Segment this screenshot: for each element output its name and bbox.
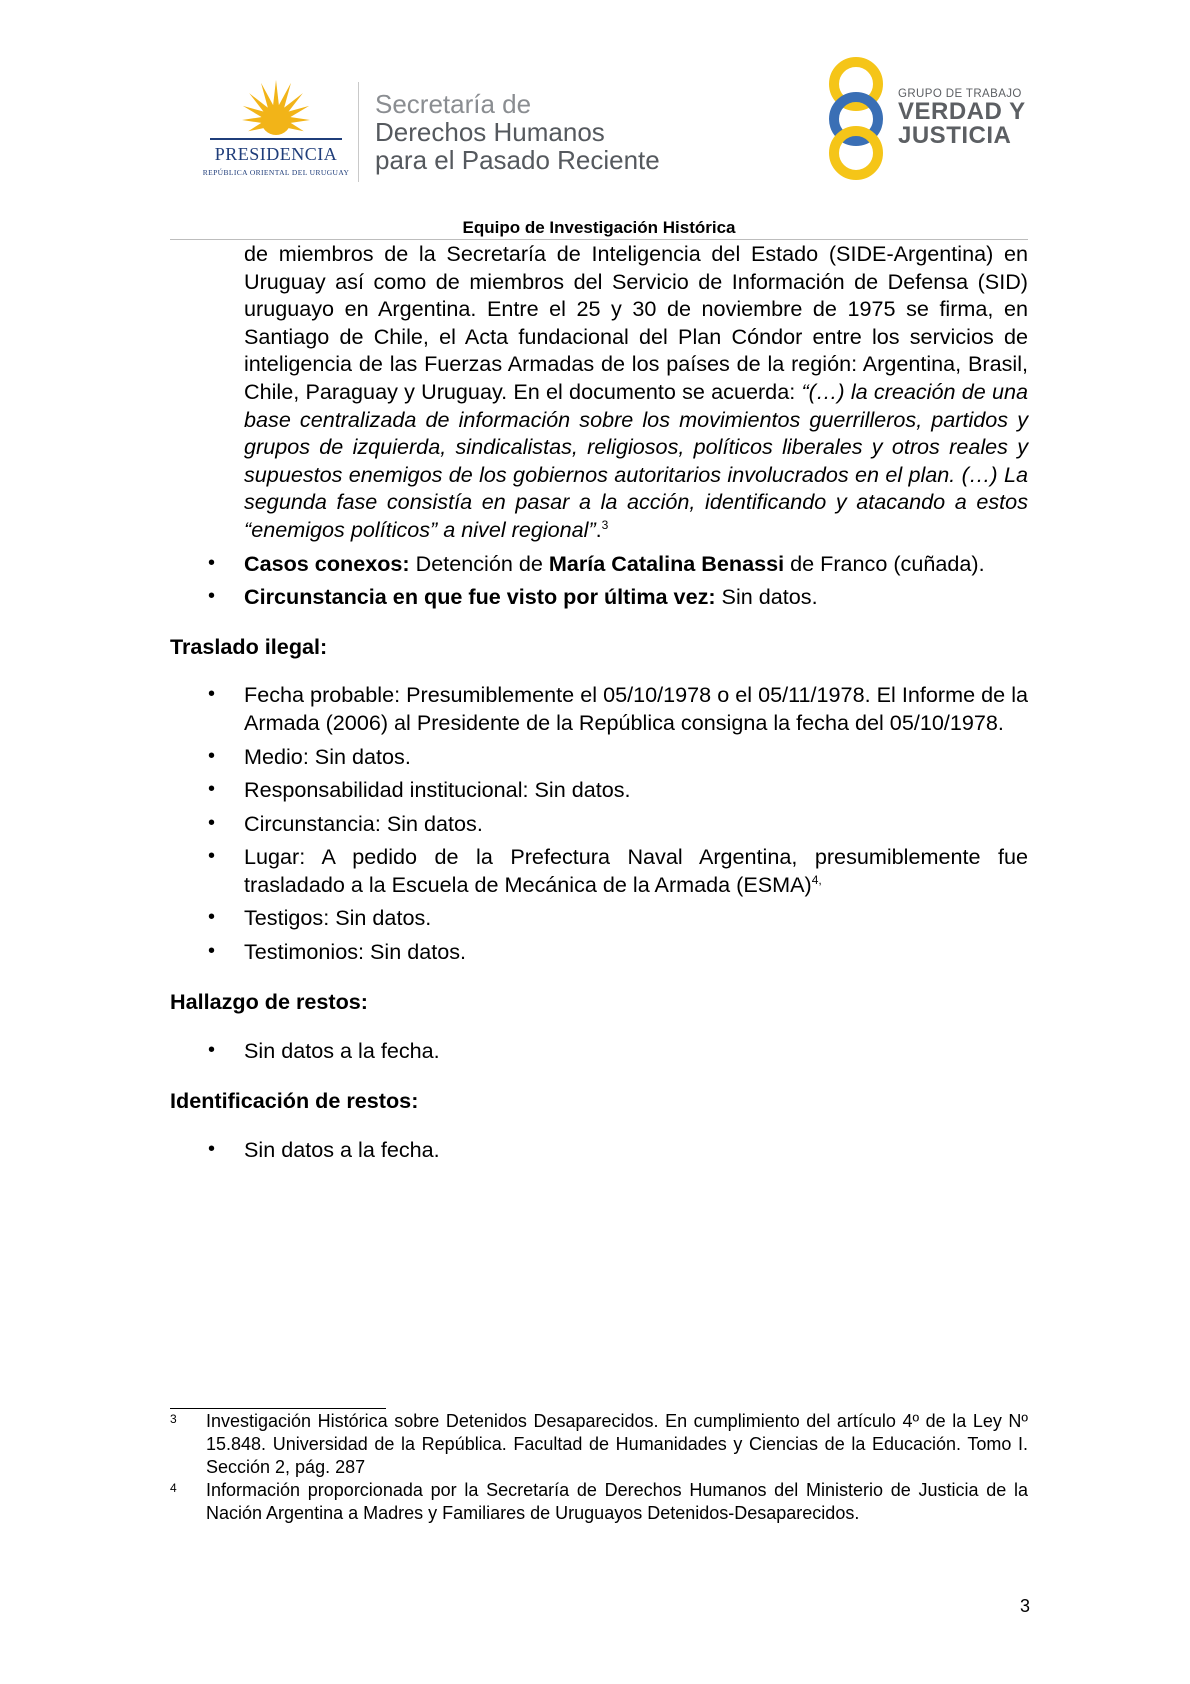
team-title: Equipo de Investigación Histórica [462, 218, 736, 237]
document-body [170, 240, 1028, 1164]
footnotes [170, 1410, 1028, 1525]
footnote [170, 1479, 1028, 1525]
list-item [170, 550, 1028, 578]
presidencia-wordmark: PRESIDENCIA [214, 144, 338, 164]
footnote-text: Investigación Histórica sobre Detenidos Desaparecidos. En cumplimiento del artículo 4º de la Ley Nº 15.848. Universidad de la República. Facultad de Humanidades y Ciencias de la Educación. Tomo I. Sección 2, pág. 287 [206, 1411, 1028, 1477]
list-item: • Fecha probable: Presumiblemente el 05/10/1978 o el 05/11/1978. El Informe de la Armada (2006) al Presidente de la República consigna la fecha del 05/10/1978. [170, 681, 1028, 736]
identificacion-list [170, 1136, 1028, 1164]
traslado-list [170, 681, 1028, 965]
presidencia-subtitle: REPÚBLICA ORIENTAL DEL URUGUAY [202, 168, 350, 177]
list-item: • Medio: Sin datos. [170, 743, 1028, 771]
list-item: • Sin datos a la fecha. [170, 1136, 1028, 1164]
section-heading-hallazgo: Hallazgo de restos: [170, 988, 368, 1014]
list-item: • Testigos: Sin datos. [170, 904, 1028, 932]
sun-icon [200, 78, 352, 148]
presidencia-logo [200, 78, 352, 188]
intro-text: de miembros de la Secretaría de Inteligencia del Estado (SIDE-Argentina) en Uruguay así como de miembros del Servicio de Información de Defensa (SID) uruguayo en Argentina. Entre el 25 y 30 de noviembre de 1975 se firma, en Santiago de Chile, el Acta fundacional del Plan Cóndor entre los servicios de inteligencia de las Fuerzas Armadas de los países de la región: Argentina, Brasil, Chile, Paraguay y Uruguay. En el documento se acuerda: [244, 241, 1028, 404]
header-divider [358, 82, 359, 182]
case-list [170, 550, 1028, 611]
footnote-text: Información proporcionada por la Secretaría de Derechos Humanos del Ministerio de Justicia de la Nación Argentina a Madres y Familiares de Uruguayos Detenidos-Desaparecidos. [206, 1480, 1028, 1523]
list-item [170, 583, 1028, 611]
section-heading-identificacion: Identificación de restos: [170, 1087, 419, 1113]
secretaria-line-2: Derechos Humanos [375, 117, 605, 147]
rings-icon [822, 56, 898, 181]
list-item [170, 843, 1028, 898]
verdad-justicia-logo [822, 56, 1032, 181]
list-item: • Testimonios: Sin datos. [170, 938, 1028, 966]
casos-name: María Catalina Benassi [548, 550, 785, 576]
gt-line-2: JUSTICIA [898, 122, 1012, 149]
gt-line-1: VERDAD Y [898, 98, 1026, 125]
footnote-ref-3: 3 [601, 517, 609, 532]
casos-label: Casos conexos: [244, 550, 410, 576]
list-item: • Sin datos a la fecha. [170, 1037, 1028, 1065]
intro-quote: “(…) la creación de una base centralizada de información sobre los movimientos guerrilleros, partidos y grupos de izquierda, sindicalistas, religiosos, políticos liberales y otros reales y supuestos enemigos de los gobiernos autoritarios involucrados en el plan. (…) La segunda fase consistía en pasar a la acción, identificando y atacando a estos “enemigos políticos” a nivel regional” [244, 378, 1028, 542]
section-heading-traslado: Traslado ilegal: [170, 633, 328, 659]
secretaria-wordmark [375, 90, 660, 174]
footnote-separator [170, 1408, 386, 1409]
secretaria-line-3: para el Pasado Reciente [375, 145, 660, 175]
page-header [0, 0, 1190, 237]
gt-small-label: GRUPO DE TRABAJO [898, 88, 1022, 100]
page-number: 3 [1019, 1596, 1030, 1616]
list-item: • Responsabilidad institucional: Sin datos. [170, 776, 1028, 804]
casos-pre: Detención de [409, 550, 549, 576]
circunstancia-value: Sin datos. [715, 584, 818, 610]
footnote-number: 3 [170, 1412, 177, 1426]
hallazgo-list [170, 1037, 1028, 1065]
casos-post: de Franco (cuñada). [784, 550, 985, 576]
secretaria-line-1: Secretaría de [375, 89, 532, 119]
intro-paragraph [244, 240, 1028, 544]
intro-after: . [595, 516, 602, 542]
footnote-ref-4: 4, [811, 872, 822, 887]
circunstancia-label: Circunstancia en que fue visto por última vez: [244, 584, 716, 610]
lugar-text: Lugar: A pedido de la Prefectura Naval Argentina, presumiblemente fue trasladado a la Escuela de Mecánica de la Armada (ESMA) [244, 844, 1028, 897]
list-item: • Circunstancia: Sin datos. [170, 810, 1028, 838]
footnote-number: 4 [170, 1481, 177, 1495]
verdad-justicia-text [898, 88, 1026, 148]
footnote [170, 1410, 1028, 1479]
